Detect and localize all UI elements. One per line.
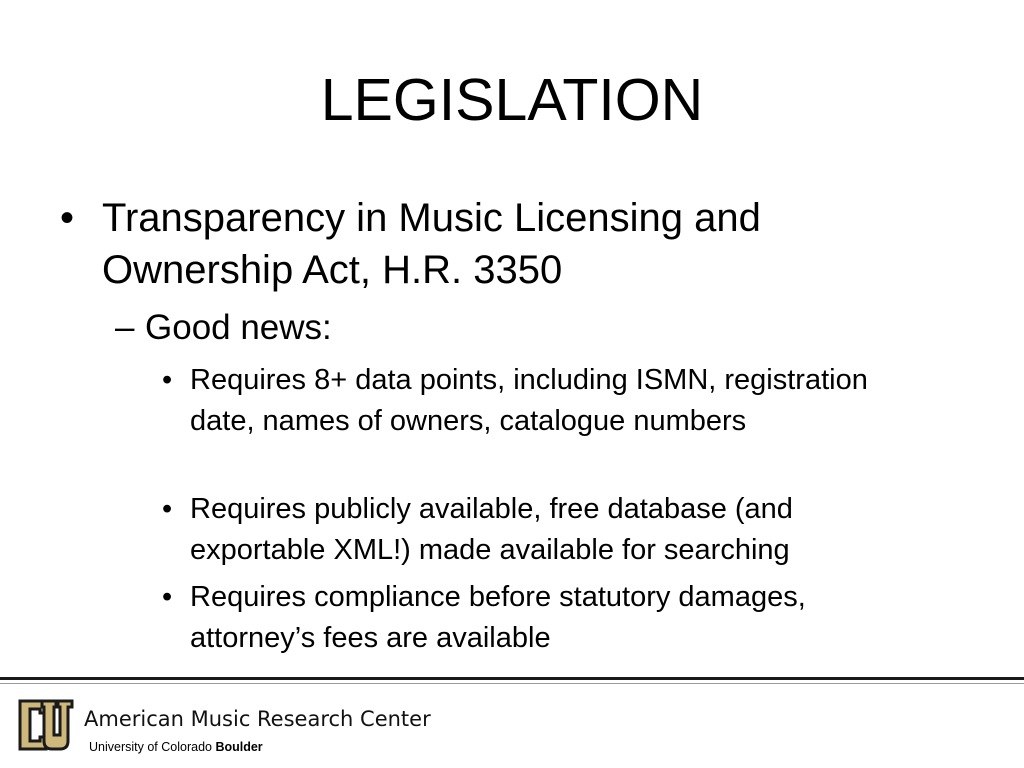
bullet-level1 [60,192,880,296]
bullet-dot-icon: • [162,493,173,525]
bullet-dot-icon: • [162,581,173,613]
bullet-level3-text: Requires 8+ data points, including ISMN, registration date, names of owners, catalogue numbers [190,364,868,437]
dash-bullet-icon: – [115,308,135,347]
bullet-level3-item [162,577,922,659]
bullet-level3-text: Requires compliance before statutory damages, attorney’s fees are available [190,581,806,654]
footer-divider [0,677,1024,680]
bullet-level2-text: Good news: [145,308,332,347]
university-campus: Boulder [215,740,263,754]
slide-title: LEGISLATION [320,67,704,133]
bullet-level3-item [162,360,922,442]
bullet-level1-text: Transparency in Music Licensing and Ownership Act, H.R. 3350 [102,196,761,292]
university-prefix: University of Colorado [89,740,212,754]
cu-logo-icon [16,697,74,753]
footer-divider-thin [0,683,1024,684]
university-name [89,739,263,755]
bullet-level3-text: Requires publicly available, free database (and exportable XML!) made available for searching [190,493,793,566]
bullet-dot-icon: • [60,196,75,240]
bullet-level3-item [162,489,922,571]
org-name: American Music Research Center [84,707,431,731]
bullet-dot-icon: • [162,364,173,396]
bullet-level2 [115,305,332,351]
